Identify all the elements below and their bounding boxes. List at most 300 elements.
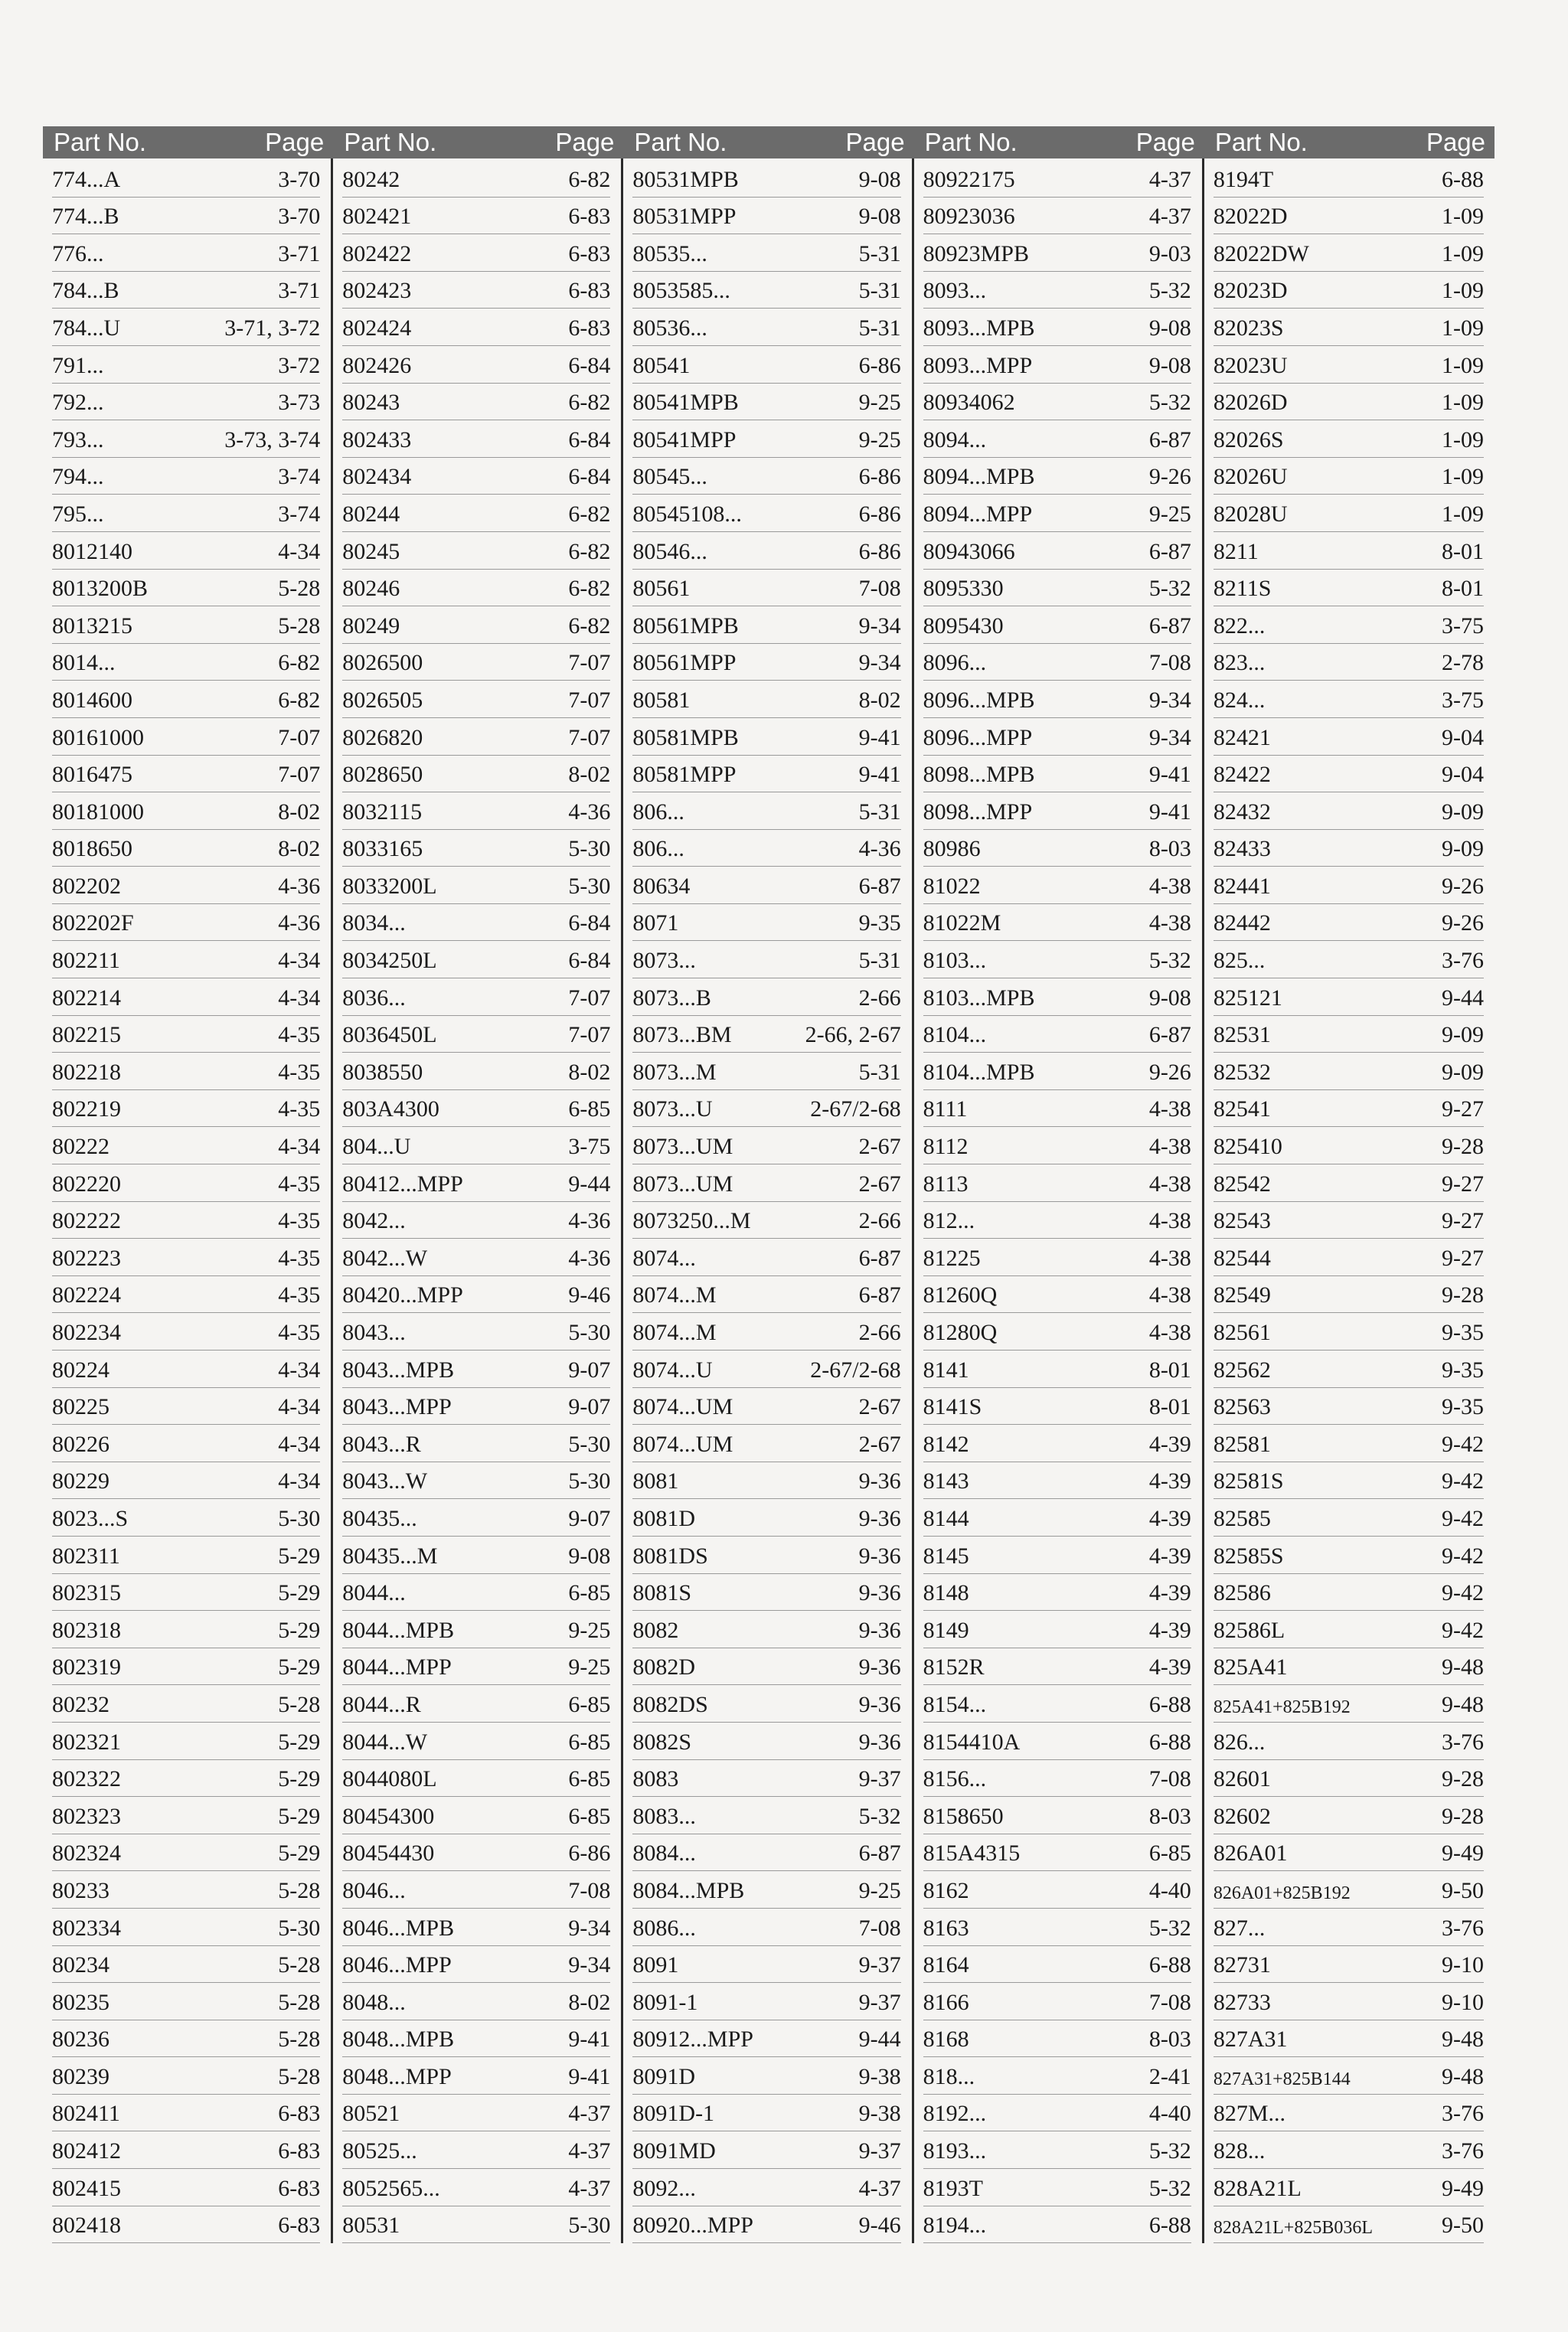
part-number: 82542	[1213, 1171, 1271, 1197]
part-number: 80541	[632, 352, 691, 378]
page-reference: 6-85	[568, 1766, 611, 1792]
part-number: 8096...	[923, 650, 987, 676]
page-reference: 9-41	[1148, 799, 1191, 825]
index-row	[52, 756, 320, 793]
part-number: 8036450L	[342, 1022, 437, 1048]
index-row	[923, 867, 1191, 904]
part-number: 80531MPP	[632, 204, 737, 230]
index-row	[1214, 904, 1484, 942]
part-number: 8091	[632, 1952, 679, 1978]
part-number: 828A21L	[1213, 2175, 1302, 2201]
page-reference: 5-32	[1148, 1915, 1191, 1941]
index-row	[632, 532, 900, 570]
part-number: 82532	[1213, 1059, 1271, 1085]
page-reference: 6-82	[568, 166, 611, 192]
page-reference: 5-29	[278, 1580, 321, 1606]
part-number: 827A31+825B144	[1213, 2069, 1351, 2089]
part-number: 8211S	[1213, 576, 1272, 602]
page-reference: 8-03	[1148, 2027, 1191, 2053]
part-number: 818...	[923, 2063, 975, 2089]
part-number: 8073...M	[632, 1059, 717, 1085]
page-reference: 9-36	[858, 1468, 901, 1494]
index-row	[923, 1723, 1191, 1760]
index-row	[632, 867, 900, 904]
index-row	[1214, 1909, 1484, 1946]
index-row	[342, 1164, 610, 1202]
part-number: 792...	[52, 390, 104, 416]
index-row	[52, 1946, 320, 1984]
page-reference: 8-03	[1148, 1803, 1191, 1829]
page-header: Page	[845, 128, 905, 156]
page-reference: 9-36	[858, 1617, 901, 1643]
part-number: 80233	[52, 1877, 109, 1903]
index-row	[1214, 1685, 1484, 1723]
part-number: 82541	[1213, 1096, 1271, 1122]
index-row	[923, 1797, 1191, 1834]
part-number: 8074...	[632, 1245, 696, 1271]
page-reference: 7-08	[1148, 650, 1191, 676]
part-number: 82531	[1213, 1022, 1271, 1048]
part-number: 825A41+825B192	[1213, 1697, 1351, 1717]
part-number: 812...	[923, 1208, 975, 1234]
page-reference: 2-67	[858, 1171, 901, 1197]
page-reference: 6-85	[568, 1729, 611, 1755]
page-reference: 9-46	[858, 2213, 901, 2239]
page-reference: 5-31	[858, 315, 901, 341]
part-number: 82581	[1213, 1431, 1271, 1457]
index-row	[1214, 941, 1484, 978]
page-reference: 4-34	[278, 1357, 321, 1383]
index-row	[923, 1834, 1191, 1872]
column-header	[623, 126, 913, 158]
page-reference: 9-26	[1442, 910, 1485, 936]
page-reference: 4-36	[568, 799, 611, 825]
page-reference: 9-50	[1442, 2213, 1485, 2239]
page-reference: 4-37	[568, 2101, 611, 2127]
page-reference: 5-30	[568, 1431, 611, 1457]
page-reference: 9-25	[858, 390, 901, 416]
page-reference: 1-09	[1442, 278, 1485, 304]
part-number: 82026U	[1213, 464, 1288, 490]
index-row	[923, 1016, 1191, 1053]
page-reference: 1-09	[1442, 315, 1485, 341]
index-row	[923, 606, 1191, 644]
index-row	[52, 1239, 320, 1276]
page-reference: 2-41	[1148, 2063, 1191, 2089]
column-header	[43, 126, 333, 158]
page-reference: 4-34	[278, 985, 321, 1011]
page-reference: 6-82	[568, 501, 611, 527]
page-reference: 9-08	[1148, 352, 1191, 378]
page-reference: 9-35	[1442, 1357, 1485, 1383]
index-row	[342, 1090, 610, 1128]
page-reference: 8-02	[568, 1989, 611, 2015]
page-reference: 9-41	[858, 762, 901, 788]
part-number: 81280Q	[923, 1320, 998, 1345]
page-reference: 9-41	[1148, 762, 1191, 788]
part-number: 8084...MPB	[632, 1877, 745, 1903]
index-row	[632, 309, 900, 346]
page-reference: 6-87	[1148, 1022, 1191, 1048]
index-row	[1214, 1462, 1484, 1500]
index-row	[52, 1425, 320, 1462]
part-number: 8096...MPB	[923, 687, 1035, 713]
page-reference: 9-07	[568, 1505, 611, 1531]
page-reference: 6-84	[568, 426, 611, 452]
index-row	[1214, 1388, 1484, 1426]
part-number: 784...B	[52, 278, 119, 304]
page-reference: 3-76	[1442, 1915, 1485, 1941]
page-reference: 9-28	[1442, 1282, 1485, 1308]
part-number: 802234	[52, 1320, 121, 1345]
page-reference: 6-82	[568, 612, 611, 639]
page-reference: 6-87	[1148, 538, 1191, 564]
index-row	[1214, 1537, 1484, 1574]
page-reference: 5-32	[1148, 948, 1191, 974]
index-row	[52, 458, 320, 495]
part-number: 82433	[1213, 836, 1271, 862]
part-number: 82442	[1213, 910, 1271, 936]
index-row	[342, 1946, 610, 1984]
page-reference: 9-36	[858, 1691, 901, 1717]
part-number: 82028U	[1213, 501, 1288, 527]
index-row	[632, 2020, 900, 2058]
part-number: 80226	[52, 1431, 109, 1457]
part-number: 8152R	[923, 1654, 985, 1680]
part-number: 8033165	[342, 836, 423, 862]
part-number: 8023...S	[52, 1505, 129, 1531]
index-row	[342, 606, 610, 644]
index-row	[1214, 1760, 1484, 1798]
page-reference: 9-41	[568, 2027, 611, 2053]
page-reference: 9-27	[1442, 1245, 1485, 1271]
page-reference: 3-70	[278, 204, 321, 230]
index-row	[342, 1574, 610, 1612]
index-row	[632, 458, 900, 495]
index-row	[632, 1909, 900, 1946]
index-row	[632, 495, 900, 532]
page-reference: 4-35	[278, 1208, 321, 1234]
page-reference: 4-38	[1148, 1171, 1191, 1197]
index-row	[52, 1313, 320, 1351]
page-reference: 9-49	[1442, 1840, 1485, 1867]
index-row	[923, 1685, 1191, 1723]
part-number: 8043...	[342, 1320, 406, 1345]
part-number: 8166	[923, 1989, 969, 2015]
part-number: 8073...UM	[632, 1171, 733, 1197]
part-number: 802412	[52, 2138, 121, 2164]
part-number: 80454300	[342, 1803, 435, 1829]
page-reference: 4-39	[1148, 1431, 1191, 1457]
part-number: 8095430	[923, 612, 1004, 639]
index-row	[342, 1053, 610, 1090]
index-row	[342, 2057, 610, 2095]
index-row	[1214, 458, 1484, 495]
page-reference: 3-70	[278, 166, 321, 192]
page-reference: 9-34	[858, 612, 901, 639]
part-number: 802318	[52, 1617, 121, 1643]
part-number: 8073...	[632, 948, 696, 974]
index-row	[632, 2169, 900, 2206]
part-number: 80225	[52, 1394, 109, 1420]
part-number: 8083	[632, 1766, 679, 1792]
index-row	[1214, 420, 1484, 458]
part-no-header: Part No.	[634, 128, 727, 156]
part-number: 8042...W	[342, 1245, 428, 1271]
page-reference: 6-85	[568, 1096, 611, 1122]
part-number: 80454430	[342, 1840, 435, 1867]
page-reference: 6-86	[568, 1840, 611, 1867]
part-number: 81022	[923, 873, 981, 899]
part-number: 80541MPP	[632, 426, 737, 452]
index-row	[923, 1276, 1191, 1314]
part-number: 8142	[923, 1431, 969, 1457]
part-number: 802424	[342, 315, 412, 341]
index-row	[52, 532, 320, 570]
page-reference: 5-30	[278, 1915, 321, 1941]
page-reference: 9-25	[858, 1877, 901, 1903]
part-number: 82441	[1213, 873, 1271, 899]
index-row	[923, 198, 1191, 235]
index-row	[1214, 1164, 1484, 1202]
index-row	[52, 1723, 320, 1760]
page-reference: 1-09	[1442, 390, 1485, 416]
index-row	[342, 570, 610, 607]
index-row	[1214, 384, 1484, 421]
part-number: 8098...MPP	[923, 799, 1033, 825]
page-reference: 2-67	[858, 1134, 901, 1160]
page-reference: 4-38	[1148, 1282, 1191, 1308]
index-row	[342, 1871, 610, 1909]
part-number: 80922175	[923, 166, 1015, 192]
index-row	[342, 458, 610, 495]
part-number: 802218	[52, 1059, 121, 1085]
part-number: 82733	[1213, 1989, 1271, 2015]
part-number: 82586	[1213, 1580, 1271, 1606]
page-reference: 3-76	[1442, 1729, 1485, 1755]
index-row	[52, 1499, 320, 1537]
page-reference: 1-09	[1442, 501, 1485, 527]
index-row	[1214, 1834, 1484, 1872]
part-number: 8036...	[342, 985, 406, 1011]
page-reference: 4-38	[1148, 1320, 1191, 1345]
page-reference: 6-84	[568, 948, 611, 974]
index-row	[52, 830, 320, 867]
index-row	[632, 1351, 900, 1388]
index-row	[52, 1351, 320, 1388]
page-reference: 4-39	[1148, 1505, 1191, 1531]
part-number: 8098...MPB	[923, 762, 1035, 788]
page-reference: 4-40	[1148, 1877, 1191, 1903]
part-number: 82023U	[1213, 352, 1288, 378]
part-number: 784...U	[52, 315, 121, 341]
page-reference: 5-30	[568, 2213, 611, 2239]
part-number: 8026820	[342, 724, 423, 750]
part-number: 826...	[1213, 1729, 1266, 1755]
part-number: 8091MD	[632, 2138, 716, 2164]
page-reference: 4-37	[568, 2138, 611, 2164]
page-reference: 1-09	[1442, 464, 1485, 490]
page-reference: 9-37	[858, 1989, 901, 2015]
index-row	[632, 1276, 900, 1314]
part-number: 82026D	[1213, 390, 1288, 416]
page-reference: 5-30	[278, 1505, 321, 1531]
index-row	[1214, 830, 1484, 867]
index-row	[1214, 718, 1484, 756]
index-row	[632, 1574, 900, 1612]
part-number: 8082DS	[632, 1691, 708, 1717]
page-reference: 5-32	[1148, 576, 1191, 602]
page-reference: 6-87	[858, 1282, 901, 1308]
index-row	[342, 234, 610, 272]
index-row	[923, 458, 1191, 495]
page-reference: 6-85	[1148, 1840, 1191, 1867]
page-reference: 5-30	[568, 1468, 611, 1494]
part-no-header: Part No.	[1214, 128, 1308, 156]
index-row	[923, 1313, 1191, 1351]
part-number: 824...	[1213, 687, 1266, 713]
part-number: 802215	[52, 1022, 121, 1048]
index-row	[923, 718, 1191, 756]
part-number: 8073...UM	[632, 1134, 733, 1160]
index-row	[632, 606, 900, 644]
page-reference: 2-66, 2-67	[805, 1022, 901, 1048]
page-reference: 6-82	[568, 390, 611, 416]
page-reference: 5-32	[1148, 278, 1191, 304]
index-row	[923, 1946, 1191, 1984]
index-row	[52, 867, 320, 904]
index-row	[52, 1016, 320, 1053]
part-number: 8111	[923, 1096, 968, 1122]
index-row	[923, 1871, 1191, 1909]
page-reference: 6-88	[1148, 1952, 1191, 1978]
part-number: 8082	[632, 1617, 679, 1643]
page-reference: 5-31	[858, 948, 901, 974]
page-reference: 4-37	[1148, 204, 1191, 230]
part-number: 80232	[52, 1691, 109, 1717]
part-number: 802411	[52, 2101, 120, 2127]
page-reference: 4-35	[278, 1022, 321, 1048]
part-number: 803A4300	[342, 1096, 439, 1122]
index-row	[52, 1164, 320, 1202]
page-reference: 6-85	[568, 1803, 611, 1829]
page-reference: 6-87	[1148, 426, 1191, 452]
part-number: 802434	[342, 464, 412, 490]
index-row	[52, 718, 320, 756]
index-row	[632, 904, 900, 942]
index-row	[52, 1090, 320, 1128]
part-number: 8073250...M	[632, 1208, 751, 1234]
part-number: 8194T	[1213, 166, 1274, 192]
index-row	[342, 1388, 610, 1426]
page-reference: 5-28	[278, 1877, 321, 1903]
index-row	[923, 1425, 1191, 1462]
part-number: 82549	[1213, 1282, 1271, 1308]
part-number: 8046...	[342, 1877, 406, 1903]
page-reference: 5-31	[858, 1059, 901, 1085]
part-number: 8093...	[923, 278, 987, 304]
part-number: 8052565...	[342, 2175, 440, 2201]
part-number: 82422	[1213, 762, 1271, 788]
part-number: 8143	[923, 1468, 969, 1494]
index-row	[342, 1983, 610, 2020]
part-number: 80420...MPP	[342, 1282, 463, 1308]
page-reference: 6-82	[568, 576, 611, 602]
part-number: 80581MPB	[632, 724, 739, 750]
index-row	[52, 495, 320, 532]
index-row	[1214, 756, 1484, 793]
part-number: 8168	[923, 2027, 969, 2053]
part-number: 8148	[923, 1580, 969, 1606]
page-reference: 4-35	[278, 1059, 321, 1085]
page-reference: 6-85	[568, 1691, 611, 1717]
page-reference: 3-72	[278, 352, 321, 378]
page-reference: 3-73	[278, 390, 321, 416]
index-column-1	[43, 126, 333, 2243]
page-reference: 3-74	[278, 464, 321, 490]
part-number: 8141	[923, 1357, 969, 1383]
index-row	[342, 2206, 610, 2244]
index-row	[1214, 2057, 1484, 2095]
page-reference: 5-29	[278, 1543, 321, 1569]
index-row	[923, 681, 1191, 718]
part-number: 825A41	[1213, 1654, 1288, 1680]
index-row	[342, 532, 610, 570]
index-row	[52, 384, 320, 421]
part-number: 80535...	[632, 240, 707, 266]
index-row	[52, 1648, 320, 1686]
page-reference: 9-38	[858, 2101, 901, 2127]
index-row	[923, 1127, 1191, 1164]
part-number: 8092...	[632, 2175, 696, 2201]
page-header: Page	[1426, 128, 1486, 156]
index-row	[632, 2131, 900, 2169]
index-row	[1214, 1797, 1484, 1834]
page-reference: 1-09	[1442, 352, 1485, 378]
part-number: 8044080L	[342, 1766, 437, 1792]
page-reference: 9-08	[858, 166, 901, 192]
part-number: 826A01+825B192	[1213, 1883, 1351, 1903]
part-number: 8014...	[52, 650, 116, 676]
part-number: 822...	[1213, 612, 1266, 639]
index-row	[342, 1239, 610, 1276]
page-reference: 5-28	[278, 1952, 321, 1978]
page-reference: 9-28	[1442, 1803, 1485, 1829]
page-reference: 7-07	[278, 724, 321, 750]
part-number: 8081DS	[632, 1543, 708, 1569]
page-reference: 3-75	[568, 1134, 611, 1160]
part-number: 82022DW	[1213, 240, 1309, 266]
page-reference: 9-04	[1442, 724, 1485, 750]
index-row	[52, 1909, 320, 1946]
index-row	[342, 830, 610, 867]
index-row	[923, 2131, 1191, 2169]
page-reference: 4-38	[1148, 910, 1191, 936]
part-number: 802323	[52, 1803, 121, 1829]
page-reference: 7-07	[568, 687, 611, 713]
index-row	[52, 198, 320, 235]
page-reference: 4-35	[278, 1320, 321, 1345]
page-reference: 9-25	[858, 426, 901, 452]
page-reference: 9-37	[858, 1766, 901, 1792]
page-reference: 1-09	[1442, 426, 1485, 452]
index-row	[632, 830, 900, 867]
index-row	[632, 1053, 900, 1090]
page-reference: 4-35	[278, 1096, 321, 1122]
index-row	[632, 570, 900, 607]
page-reference: 5-29	[278, 1617, 321, 1643]
page-reference: 4-34	[278, 1431, 321, 1457]
